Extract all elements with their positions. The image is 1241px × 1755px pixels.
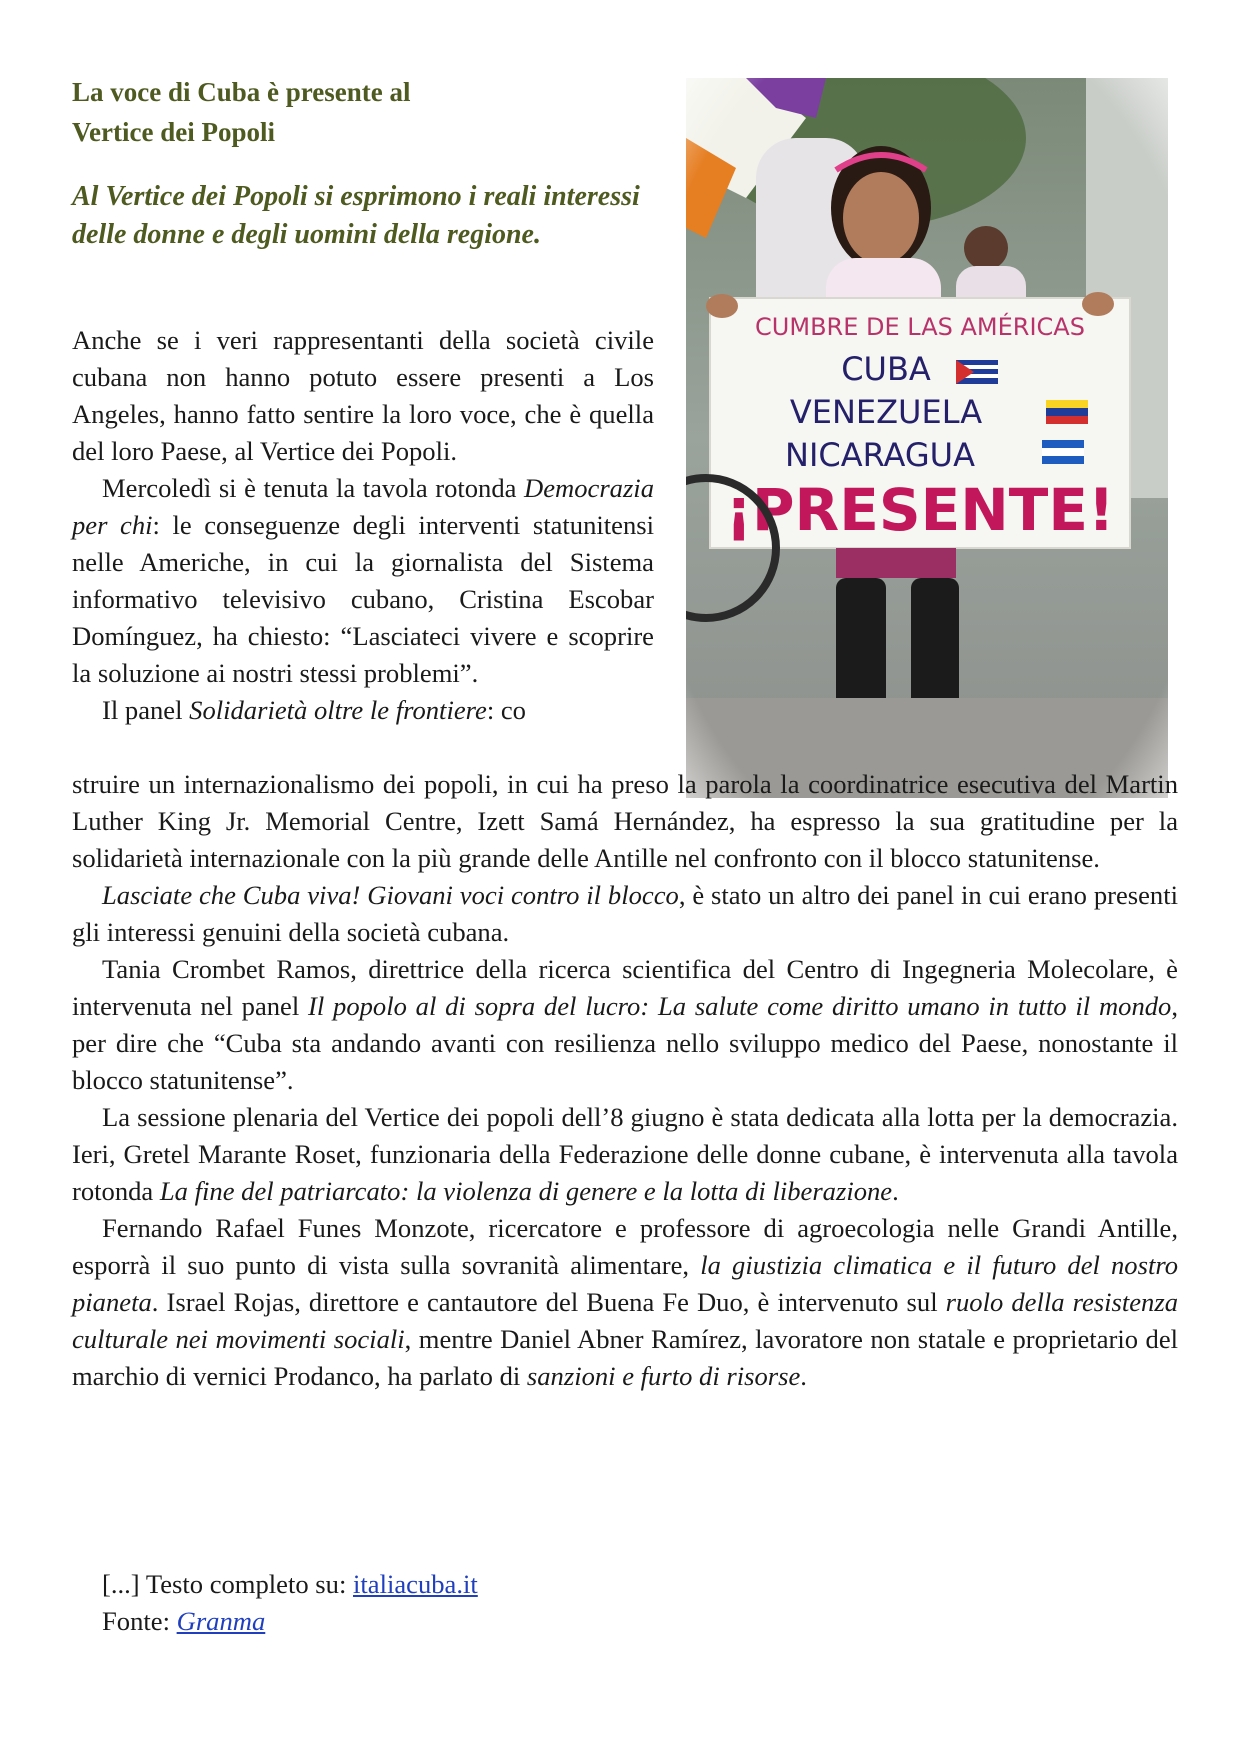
paragraph-5-title: Il popolo al di sopra del lucro: La salute come diritto umano in tutto il mondo	[308, 991, 1172, 1021]
paragraph-2	[72, 470, 654, 692]
paragraph-7-italic-3: sanzioni e furto di risorse	[526, 1361, 801, 1391]
paragraph-3-start	[72, 692, 654, 729]
article-title-line2: Vertice dei Popoli	[72, 117, 275, 147]
article-subtitle: Al Vertice dei Popoli si esprimono i reali interessi delle donne e degli uomini della regione.	[72, 181, 640, 250]
paragraph-7-text-a: Fernando Rafael Funes Monzote, ricercatore e professore di agroecologia nelle Grandi Antille, esporrà il suo punto di vista sulla sovranità alimentare,	[72, 1213, 1178, 1280]
full-text-link[interactable]: italiacuba.it	[353, 1569, 478, 1599]
paragraph-6	[72, 1099, 1178, 1210]
paragraph-7-text-b: . Israel Rojas, direttore e cantautore del Buena Fe Duo, è intervenuto sul	[151, 1287, 946, 1317]
paragraph-5	[72, 951, 1178, 1099]
source-line	[102, 1603, 478, 1640]
paragraph-4-title: Lasciate che Cuba viva! Giovani voci contro il blocco	[102, 880, 679, 910]
article-title-line1: La voce di Cuba è presente al	[72, 77, 411, 107]
paragraph-7-italic-1: la giustizia climatica e il futuro del nostro pianeta	[72, 1250, 1179, 1317]
paragraph-7-text-c: , mentre Daniel Abner Ramírez, lavoratore non statale e proprietario del marchio di vernici Prodanco, ha parlato di	[72, 1324, 1179, 1391]
paragraph-4	[72, 877, 1178, 951]
paragraph-3-text-b: : co	[486, 695, 526, 725]
article-photo	[686, 78, 1168, 798]
paragraph-4-text: , è stato un altro dei panel in cui erano presenti gli interessi genuini della società cubana.	[72, 880, 1178, 947]
paragraph-6-title: La fine del patriarcato: la violenza di genere e la lotta di liberazione	[159, 1176, 893, 1206]
photo-vignette	[686, 78, 1168, 798]
full-text-label: [...] Testo completo su:	[102, 1569, 353, 1599]
source-label: Fonte:	[102, 1606, 177, 1636]
article-body-full	[72, 766, 1178, 1395]
paragraph-7-italic-2: ruolo della resistenza culturale nei movimenti sociali	[72, 1287, 1178, 1354]
paragraph-3-title: Solidarietà oltre le frontiere	[189, 695, 487, 725]
paragraph-7	[72, 1210, 1178, 1395]
paragraph-2-text-b: : le conseguenze degli interventi statunitensi nelle Americhe, in cui la giornalista del Sistema informativo televisivo cubano, Cristina Escobar Domínguez, ha chiesto: “Lasciateci vivere e scoprire la soluzione ai nostri stessi problemi”.	[72, 510, 654, 688]
photo-illustration	[686, 78, 1168, 798]
article-body-top	[72, 322, 654, 729]
paragraph-7-text-d: .	[800, 1361, 807, 1391]
paragraph-3-text-a: Il panel	[102, 695, 190, 725]
paragraph-1: Anche se i veri rappresentanti della società civile cubana non hanno potuto essere presenti a Los Angeles, hanno fatto sentire la loro voce, che è quella del loro Paese, al Vertice dei Popoli.	[72, 325, 654, 466]
paragraph-2-title: Democrazia per chi	[72, 473, 654, 540]
paragraph-6-text-b: .	[892, 1176, 899, 1206]
source-link-text: Granma	[176, 1606, 266, 1636]
article-title	[72, 72, 632, 152]
paragraph-5-text-a: Tania Crombet Ramos, direttrice della ricerca scientifica del Centro di Ingegneria Molecolare, è intervenuta nel panel	[72, 954, 1178, 1021]
paragraph-2-text-a: Mercoledì si è tenuta la tavola rotonda	[102, 473, 524, 503]
source-link[interactable]	[177, 1606, 266, 1636]
article-footer	[102, 1566, 478, 1640]
paragraph-6-text-a: La sessione plenaria del Vertice dei popoli dell’8 giugno è stata dedicata alla lotta per la democrazia. Ieri, Gretel Marante Roset, funzionaria della Federazione delle donne cubane, è intervenuta alla tavola rotonda	[72, 1102, 1178, 1206]
paragraph-5-text-b: , per dire che “Cuba sta andando avanti con resilienza nello sviluppo medico del Paese, nonostante il blocco statunitense”.	[72, 991, 1178, 1095]
full-text-line	[102, 1566, 478, 1603]
paragraph-3-continued: struire un internazionalismo dei popoli, in cui ha preso la parola la coordinatrice esecutiva del Martin Luther King Jr. Memorial Centre, Izett Samá Hernández, ha espresso la sua gratitudine per la solidarietà internazionale con la più grande delle Antille nel confronto con il blocco statunitense.	[72, 769, 1178, 873]
